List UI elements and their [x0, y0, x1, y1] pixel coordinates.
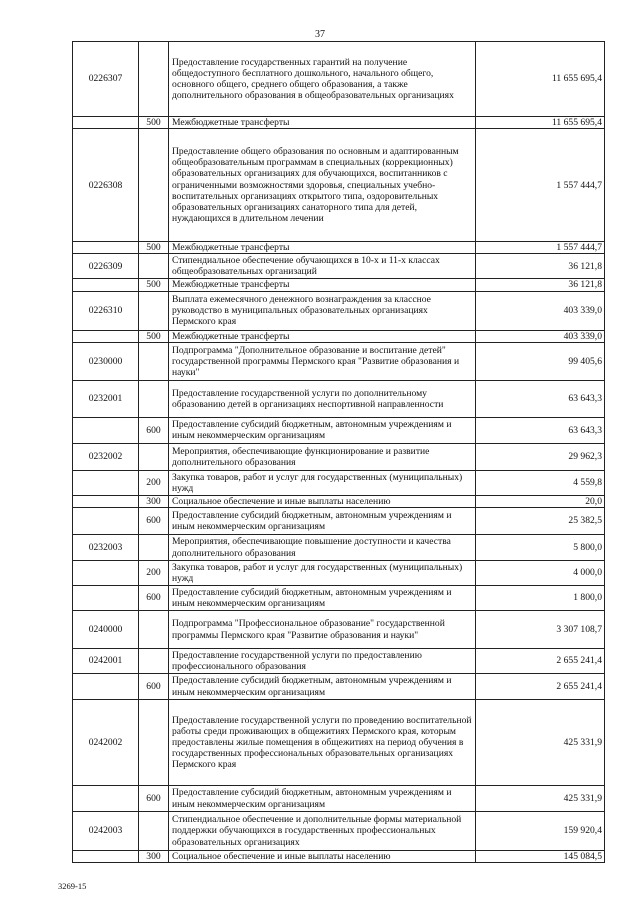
amount-cell: 4 559,8 — [476, 470, 605, 495]
page-number: 37 — [315, 29, 325, 40]
table-body — [73, 42, 605, 863]
expense-type-cell — [139, 380, 169, 417]
amount-cell: 11 655 695,4 — [476, 117, 605, 129]
expense-type-cell — [139, 649, 169, 674]
amount-cell: 5 800,0 — [476, 535, 605, 561]
expense-type-cell: 200 — [139, 561, 169, 586]
expense-type-cell — [139, 291, 169, 330]
amount-cell: 36 121,8 — [476, 279, 605, 291]
amount-cell: 25 382,5 — [476, 508, 605, 535]
code-cell — [73, 674, 139, 700]
budget-table — [72, 41, 605, 863]
table-row — [73, 42, 605, 117]
code-cell: 0226309 — [73, 254, 139, 279]
code-cell: 0226308 — [73, 129, 139, 242]
item-name-cell: Предоставление субсидий бюджетным, автономным учреждениям и иным некоммерческим организациям — [169, 417, 476, 443]
expense-type-cell — [139, 254, 169, 279]
amount-cell: 11 655 695,4 — [476, 42, 605, 117]
code-cell — [73, 851, 139, 863]
expense-type-cell — [139, 812, 169, 851]
item-name-cell: Мероприятия, обеспечивающие функционирование и развитие дополнительного образования — [169, 443, 476, 470]
item-name-cell: Предоставление государственной услуги по предоставлению профессионального образования — [169, 649, 476, 674]
table-row — [73, 535, 605, 561]
table-row — [73, 129, 605, 242]
table-row — [73, 700, 605, 786]
item-name-cell: Закупка товаров, работ и услуг для государственных (муниципальных) нужд — [169, 470, 476, 495]
item-name-cell: Мероприятия, обеспечивающие повышение доступности и качества дополнительного образования — [169, 535, 476, 561]
amount-cell: 403 339,0 — [476, 330, 605, 342]
table-row — [73, 812, 605, 851]
table-row — [73, 674, 605, 700]
item-name-cell: Предоставление субсидий бюджетным, автономным учреждениям и иным некоммерческим организациям — [169, 786, 476, 812]
table-row — [73, 495, 605, 507]
expense-type-cell — [139, 611, 169, 649]
expense-type-cell — [139, 342, 169, 380]
table-row — [73, 279, 605, 291]
code-cell — [73, 417, 139, 443]
expense-type-cell: 600 — [139, 508, 169, 535]
table-row — [73, 851, 605, 863]
item-name-cell: Предоставление государственной услуги по дополнительному образованию детей в организациях неспортивной направленности — [169, 380, 476, 417]
table-row — [73, 786, 605, 812]
code-cell — [73, 117, 139, 129]
code-cell — [73, 586, 139, 611]
table-row — [73, 254, 605, 279]
code-cell: 0226310 — [73, 291, 139, 330]
item-name-cell: Предоставление субсидий бюджетным, автономным учреждениям и иным некоммерческим организациям — [169, 674, 476, 700]
amount-cell: 403 339,0 — [476, 291, 605, 330]
table-row — [73, 417, 605, 443]
item-name-cell: Межбюджетные трансферты — [169, 117, 476, 129]
expense-type-cell: 300 — [139, 495, 169, 507]
amount-cell: 425 331,9 — [476, 786, 605, 812]
amount-cell: 3 307 108,7 — [476, 611, 605, 649]
code-cell — [73, 242, 139, 254]
expense-type-cell — [139, 700, 169, 786]
code-cell: 0242003 — [73, 812, 139, 851]
code-cell: 0242001 — [73, 649, 139, 674]
item-name-cell: Стипендиальное обеспечение и дополнительные формы материальной поддержки обучающихся в государственных профессиональных образовательных организациях — [169, 812, 476, 851]
item-name-cell: Подпрограмма "Профессиональное образование" государственной программы Пермского края "Развитие образования и науки" — [169, 611, 476, 649]
code-cell — [73, 330, 139, 342]
expense-type-cell: 300 — [139, 851, 169, 863]
amount-cell: 1 800,0 — [476, 586, 605, 611]
expense-type-cell — [139, 129, 169, 242]
table-row — [73, 380, 605, 417]
amount-cell: 63 643,3 — [476, 380, 605, 417]
footer-code: 3269-15 — [58, 881, 87, 891]
expense-type-cell — [139, 42, 169, 117]
expense-type-cell: 600 — [139, 674, 169, 700]
code-cell — [73, 279, 139, 291]
table-row — [73, 242, 605, 254]
expense-type-cell: 500 — [139, 330, 169, 342]
code-cell — [73, 786, 139, 812]
expense-type-cell: 200 — [139, 470, 169, 495]
amount-cell: 145 084,5 — [476, 851, 605, 863]
item-name-cell: Социальное обеспечение и иные выплаты населению — [169, 495, 476, 507]
code-cell — [73, 561, 139, 586]
item-name-cell: Подпрограмма "Дополнительное образование и воспитание детей" государственной программы Пермского края "Развитие образования и науки" — [169, 342, 476, 380]
code-cell — [73, 495, 139, 507]
table-row — [73, 561, 605, 586]
expense-type-cell: 600 — [139, 417, 169, 443]
code-cell: 0230000 — [73, 342, 139, 380]
item-name-cell: Выплата ежемесячного денежного вознаграждения за классное руководство в муниципальных образовательных организациях Пермского края — [169, 291, 476, 330]
amount-cell: 1 557 444,7 — [476, 129, 605, 242]
table-row — [73, 470, 605, 495]
expense-type-cell — [139, 443, 169, 470]
item-name-cell: Предоставление государственных гарантий на получение общедоступного бесплатного дошкольного, начального общего, основного общего, среднего общего образования, а также дополнительного образования в общеобразовательных организациях — [169, 42, 476, 117]
amount-cell: 20,0 — [476, 495, 605, 507]
item-name-cell: Предоставление государственной услуги по проведению воспитательной работы среди проживающих в общежитиях Пермского края, которым предоставлены жилые помещения в общежитиях на период обучения в государственных профессиональных образовательных организациях Пермского края — [169, 700, 476, 786]
table-row — [73, 291, 605, 330]
amount-cell: 99 405,6 — [476, 342, 605, 380]
code-cell: 0232001 — [73, 380, 139, 417]
amount-cell: 159 920,4 — [476, 812, 605, 851]
amount-cell: 63 643,3 — [476, 417, 605, 443]
amount-cell: 425 331,9 — [476, 700, 605, 786]
item-name-cell: Стипендиальное обеспечение обучающихся в 10-х и 11-х классах общеобразовательных организаций — [169, 254, 476, 279]
amount-cell: 2 655 241,4 — [476, 649, 605, 674]
item-name-cell: Предоставление субсидий бюджетным, автономным учреждениям и иным некоммерческим организациям — [169, 508, 476, 535]
table-row — [73, 342, 605, 380]
code-cell: 0242002 — [73, 700, 139, 786]
item-name-cell: Межбюджетные трансферты — [169, 330, 476, 342]
code-cell: 0232003 — [73, 535, 139, 561]
expense-type-cell: 600 — [139, 586, 169, 611]
amount-cell: 36 121,8 — [476, 254, 605, 279]
code-cell — [73, 470, 139, 495]
item-name-cell: Межбюджетные трансферты — [169, 242, 476, 254]
expense-type-cell: 500 — [139, 117, 169, 129]
code-cell — [73, 508, 139, 535]
expense-type-cell: 500 — [139, 279, 169, 291]
table-row — [73, 508, 605, 535]
item-name-cell: Предоставление общего образования по основным и адаптированным общеобразовательным программам в специальных (коррекционных) образовательных организациях для обучающихся, воспитанников с ограниченными возможностями здоровья, специальных учебно-воспитательных организациях открытого типа, оздоровительных образовательных организациях санаторного типа для детей, нуждающихся в длительном лечении — [169, 129, 476, 242]
item-name-cell: Социальное обеспечение и иные выплаты населению — [169, 851, 476, 863]
table-row — [73, 586, 605, 611]
table-row — [73, 443, 605, 470]
item-name-cell: Закупка товаров, работ и услуг для государственных (муниципальных) нужд — [169, 561, 476, 586]
expense-type-cell: 600 — [139, 786, 169, 812]
code-cell: 0240000 — [73, 611, 139, 649]
amount-cell: 1 557 444,7 — [476, 242, 605, 254]
code-cell: 0226307 — [73, 42, 139, 117]
item-name-cell: Межбюджетные трансферты — [169, 279, 476, 291]
amount-cell: 4 000,0 — [476, 561, 605, 586]
table-row — [73, 649, 605, 674]
amount-cell: 2 655 241,4 — [476, 674, 605, 700]
expense-type-cell — [139, 535, 169, 561]
table-row — [73, 330, 605, 342]
amount-cell: 29 962,3 — [476, 443, 605, 470]
table-row — [73, 611, 605, 649]
table-row — [73, 117, 605, 129]
expense-type-cell: 500 — [139, 242, 169, 254]
code-cell: 0232002 — [73, 443, 139, 470]
item-name-cell: Предоставление субсидий бюджетным, автономным учреждениям и иным некоммерческим организациям — [169, 586, 476, 611]
